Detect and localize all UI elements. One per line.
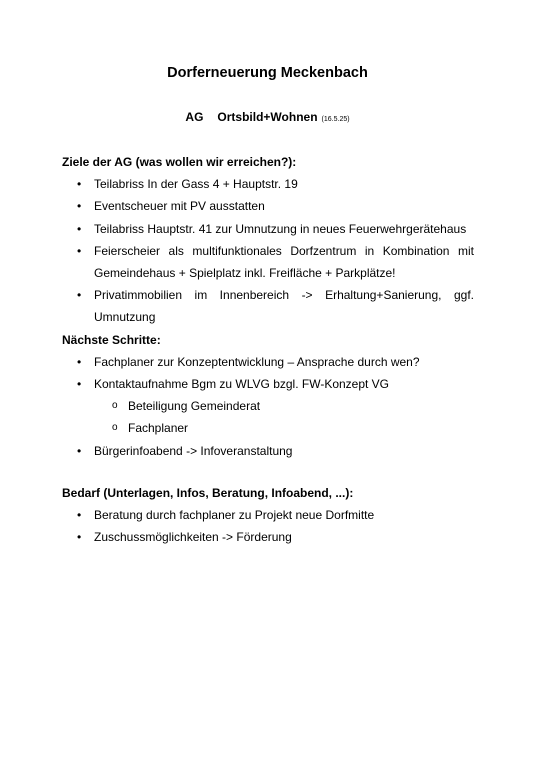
list-item [62, 240, 474, 284]
list-item-text: Kontaktaufnahme Bgm zu WLVG bzgl. FW-Konzept VG [94, 377, 390, 392]
bullet-icon: • [77, 508, 82, 523]
sublist-item [62, 395, 474, 417]
document-title: Dorferneuerung Meckenbach [167, 65, 368, 81]
circle-bullet-icon: o [112, 422, 118, 434]
list-item-text: Zuschussmöglichkeiten -> Förderung [94, 530, 292, 545]
bullet-icon: • [77, 199, 82, 214]
list-item [62, 195, 474, 217]
next-steps-list-continued [62, 440, 474, 462]
list-item [62, 173, 474, 195]
document-subtitle [0, 110, 535, 124]
list-item-text: Beratung durch fachplaner zu Projekt neue Dorfmitte [94, 508, 375, 523]
needs-list [62, 504, 474, 548]
bullet-icon: • [77, 530, 82, 545]
section-spacer [62, 462, 474, 482]
list-item [62, 373, 474, 395]
section-heading-next-steps: Nächste Schritte: [62, 332, 161, 347]
next-steps-list [62, 351, 474, 395]
bullet-icon: • [77, 443, 82, 458]
section-heading-needs: Bedarf (Unterlagen, Infos, Beratung, Infoabend, ...): [62, 485, 354, 500]
list-item [62, 351, 474, 373]
list-item-text: Teilabriss Hauptstr. 41 zur Umnutzung in neues Feuerwehrgerätehaus [94, 221, 467, 236]
sublist-item-text: Beteiligung Gemeinderat [128, 399, 261, 414]
list-item-text: Fachplaner zur Konzeptentwicklung – Ansprache durch wen? [94, 354, 420, 369]
next-steps-sublist [62, 395, 474, 439]
circle-bullet-icon: o [112, 400, 118, 412]
bullet-icon: • [77, 288, 82, 303]
subtitle-group: AG [185, 110, 204, 124]
bullet-icon: • [77, 177, 82, 192]
list-item-text: Feierscheier als multifunktionales Dorfzentrum in Kombination mit Gemeindehaus + Spielplatz inkl. Freifläche + Parkplätze! [94, 243, 474, 281]
sublist-item [62, 417, 474, 439]
goals-list [62, 173, 474, 328]
list-item-text: Eventscheuer mit PV ausstatten [94, 199, 265, 214]
list-item [62, 284, 474, 328]
list-item [62, 218, 474, 240]
bullet-icon: • [77, 377, 82, 392]
list-item [62, 440, 474, 462]
subtitle-date: (16.5.25) [321, 116, 350, 123]
section-heading-goals: Ziele der AG (was wollen wir erreichen?): [62, 155, 297, 169]
list-item-text: Bürgerinfoabend -> Infoveranstaltung [94, 443, 293, 458]
bullet-icon: • [77, 354, 82, 369]
sublist-item-text: Fachplaner [128, 421, 189, 436]
list-item [62, 526, 474, 548]
subtitle-topic: Ortsbild+Wohnen [217, 110, 318, 124]
list-item-text: Privatimmobilien im Innenbereich -> Erhaltung+Sanierung, ggf. Umnutzung [94, 288, 474, 325]
bullet-icon: • [77, 221, 82, 236]
document-body [62, 151, 474, 548]
bullet-icon: • [77, 243, 82, 258]
list-item [62, 504, 474, 526]
list-item-text: Teilabriss In der Gass 4 + Hauptstr. 19 [94, 177, 298, 192]
